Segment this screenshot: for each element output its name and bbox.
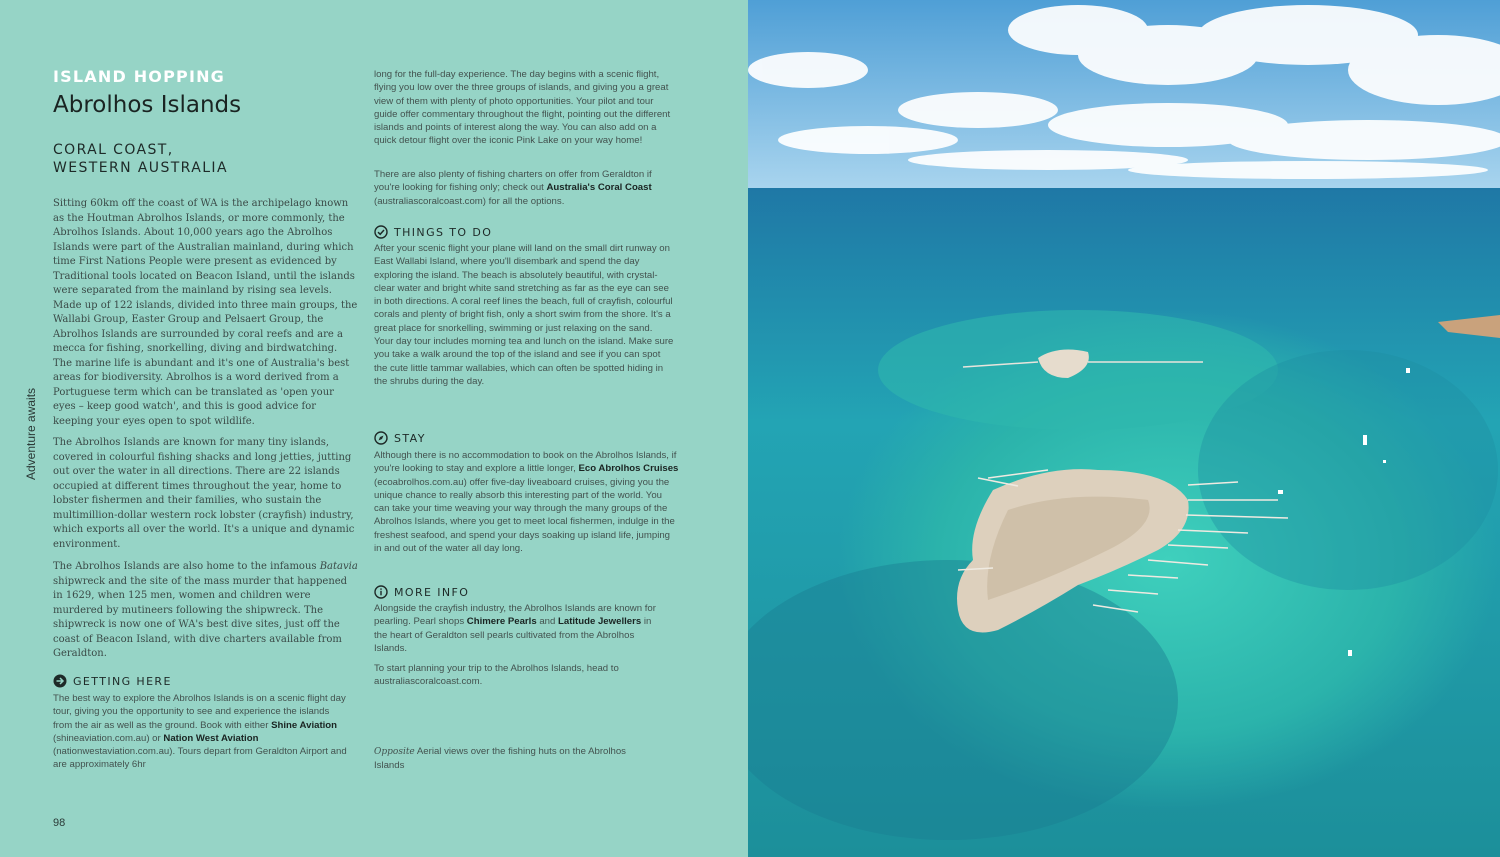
eco-abrolhos-name: Eco Abrolhos Cruises [578, 463, 679, 475]
stay-t2: (ecoabrolhos.com.au) offer five-day liveaboard cruises, giving you the unique chance to really absorb this interesting part of the world. You can take your time weaving your way through the many groups of the Abrolhos Islands, where you get to meet local fishermen, indulge in the freshest seafood, and spend your days soaking up island life, jumping in and out of the water all day long. [374, 476, 675, 555]
compass-icon [374, 431, 388, 445]
location-line-2: WESTERN AUSTRALIA [53, 160, 228, 176]
nation-west-aviation-name: Nation West Aviation [163, 732, 259, 744]
location-heading [53, 141, 313, 177]
intro-p3-text-a: The Abrolhos Islands are also home to the infamous [53, 561, 320, 572]
more-info-text [374, 602, 664, 655]
getting-here-heading [53, 674, 172, 688]
things-to-do-text: After your scenic flight your plane will land on the small dirt runway on East Wallabi Island, where you'll disembark and spend the day exploring the island. The beach is absolutely beautiful, with crystal-clear water and bright white sand stretching as far as the eye can see in both directions. A coral reef lines the beach, full of crayfish, colourful corals and plenty of bright fish, only a short swim from the shore. It's a great place for snorkelling, swimming or just relaxing on the sand. Your day tour includes morning tea and lunch on the island. Make sure you take a walk around the top of the island and see if you can spot the cute little tammar wallabies, which can often be spotted hiding in the shrubs during the day. [374, 243, 674, 387]
more-info-t3: in the heart of Geraldton sell pearls cultivated from the Abrolhos Islands. [374, 616, 652, 654]
getting-here-t3: (nationwestaviation.com.au). Tours depart from Geraldton Airport and are approximately 6hr [53, 746, 347, 771]
more-info-t1: Alongside the crayfish industry, the Abrolhos Islands are known for pearling. Pearl shops [374, 603, 656, 628]
aerial-island-image [748, 0, 1500, 857]
stay-label: STAY [394, 431, 426, 445]
photo-caption [374, 745, 634, 773]
intro-paragraph-2: The Abrolhos Islands are known for many tiny islands, covered in colourful fishing shacks and long jetties, jutting out over the water in all directions. There are 22 islands occupied at different times throughout the year, home to lobster fishermen and their families, who sustain the multimillion-dollar western rock lobster (crayfish) industry, which exports all over the world. It's a unique and dynamic environment. [53, 437, 355, 550]
continued-p2-c: (australiascoralcoast.com) for all the options. [374, 195, 565, 207]
aerial-photo [748, 0, 1500, 857]
caption-text: Aerial views over the fishing huts on the Abrolhos Islands [374, 746, 626, 772]
deep-water-east [1198, 350, 1498, 590]
intro-paragraph-1: Sitting 60km off the coast of WA is the archipelago known as the Houtman Abrolhos Islands, or more commonly, the Abrolhos Islands. About 10,000 years ago the Abrolhos Islands were part of the Australian mainland, during which time First Nations People were present as evidenced by Traditional tools located on Beacon Island, until the islands were separated from the mainland by rising sea levels. Made up of 122 islands, divided into three main groups, the Wallabi Group, Easter Group and Pelsaert Group, the Abrolhos Islands are surrounded by coral reefs and are a mecca for fishing, snorkelling, diving and birdwatching. The marine life is abundant and it's one of Australia's best areas for biodiversity. Abrolhos is a word derived from a Portuguese term which can be translated as 'open your eyes – keep good watch', and this is good advice for keeping your eyes open to spot wildlife. [53, 198, 358, 427]
continued-paragraph-2 [374, 168, 679, 208]
more-info-t2: and [536, 616, 558, 628]
coral-coast-name: Australia's Coral Coast [546, 182, 652, 194]
side-running-label: Adventure awaits [24, 387, 38, 480]
getting-here-text [53, 692, 348, 772]
stay-heading [374, 431, 426, 445]
page-number: 98 [53, 817, 66, 829]
caption-opposite: Opposite [374, 747, 415, 757]
getting-here-t1: The best way to explore the Abrolhos Islands is on a scenic flight day tour, giving you the opportunity to see and experience the islands from the air as well as the ground. Book with either [53, 693, 346, 731]
stay-t1: Although there is no accommodation to book on the Abrolhos Islands, if you're looking to stay and explore a little longer, [374, 450, 677, 475]
more-info-label: MORE INFO [394, 585, 470, 599]
section-kicker: ISLAND HOPPING [53, 67, 226, 86]
things-to-do-label: THINGS TO DO [394, 225, 493, 239]
arrow-circle-icon [53, 674, 67, 688]
getting-here-label: GETTING HERE [73, 674, 172, 688]
continued-paragraph-1: long for the full-day experience. The day begins with a scenic flight, flying you low over the three groups of islands, and giving you a great view of them with plenty of photo opportunities. Your pilot and tour guide offer commentary throughout the flight, pointing out the different islands and points of interest along the way. You can also add on a quick detour flight over the iconic Pink Lake on your way home! [374, 69, 671, 147]
chimere-pearls-name: Chimere Pearls [466, 616, 537, 628]
check-circle-icon [374, 225, 388, 239]
getting-here-t2: (shineaviation.com.au) or [53, 732, 164, 744]
continued-p2-a: There are also plenty of fishing charters on offer from Geraldton if you're looking for fishing only; check out [374, 169, 652, 194]
shine-aviation-name: Shine Aviation [271, 719, 338, 731]
intro-paragraph-3 [53, 560, 358, 662]
page-title: Abrolhos Islands [53, 92, 242, 118]
left-page [0, 0, 748, 857]
location-line-1: CORAL COAST, [53, 142, 174, 158]
more-info-paragraph-2: To start planning your trip to the Abrolhos Islands, head to australiascoralcoast.com. [374, 663, 619, 688]
info-circle-icon [374, 585, 388, 599]
things-to-do-heading [374, 225, 492, 239]
intro-p3-text-b: shipwreck and the site of the mass murder that happened in 1629, when 125 men, women and children were murdered by mutineers following the shipwreck. The shipwreck is now one of WA's best dive sites, just off the coast of Beacon Island, with dive charters available from Geraldton. [53, 575, 348, 659]
batavia-emphasis: Batavia [319, 561, 358, 572]
stay-text [374, 449, 679, 555]
more-info-heading [374, 585, 469, 599]
latitude-jewellers-name: Latitude Jewellers [558, 616, 642, 628]
